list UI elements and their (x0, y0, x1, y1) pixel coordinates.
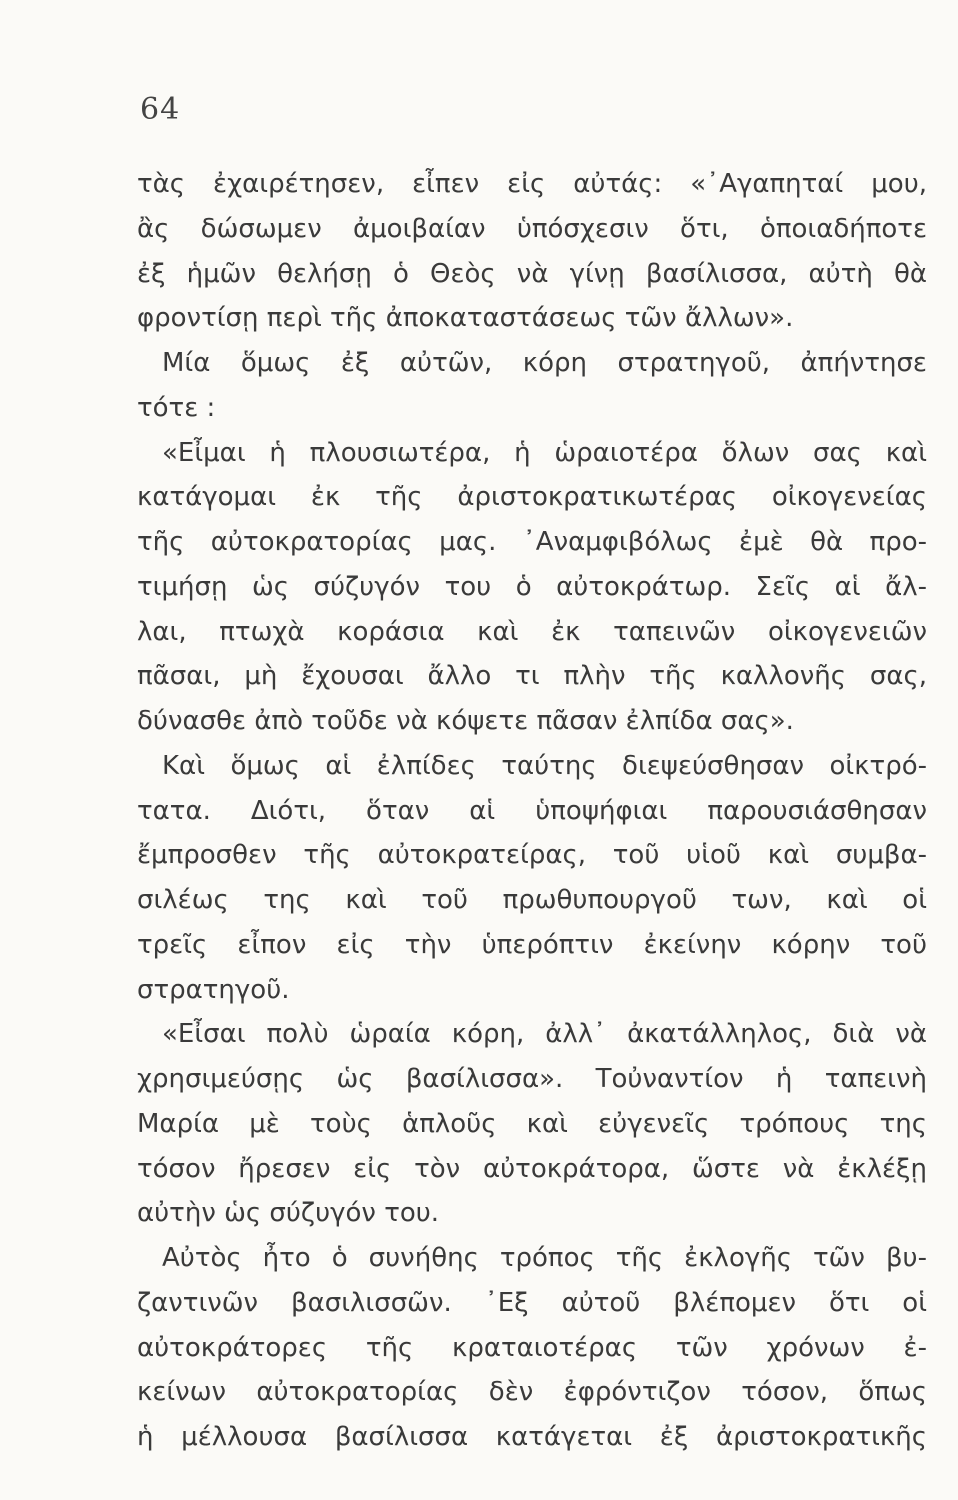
text-line: τιμήσῃ ὡς σύζυγόν του ὁ αὐτοκράτωρ. Σεῖς αἱ ἄλ- (137, 571, 927, 602)
text-line: λαι, πτωχὰ κοράσια καὶ ἐκ ταπεινῶν οἰκογενειῶν (137, 616, 927, 647)
text-line: ἡ μέλλουσα βασίλισσα κατάγεται ἐξ ἀριστοκρατικῆς (137, 1422, 927, 1452)
body-text (137, 162, 927, 1460)
text-line: κείνων αὐτοκρατορίας δὲν ἐφρόντιζον τόσον, ὅπως (137, 1377, 927, 1408)
text-line: χρησιμεύσῃς ὡς βασίλισσα». Τοὐναντίον ἡ ταπεινὴ (137, 1064, 927, 1094)
text-line: αὐτὴν ὡς σύζυγόν του. (137, 1198, 440, 1229)
text-line: δύνασθε ἀπὸ τοῦδε νὰ κόψετε πᾶσαν ἐλπίδα σας». (137, 706, 794, 736)
text-line: Μαρία μὲ τοὺς ἁπλοῦς καὶ εὐγενεῖς τρόπους της (137, 1108, 927, 1139)
text-line: ἂς δώσωμεν ἀμοιβαίαν ὑπόσχεσιν ὅτι, ὁποιαδήποτε (137, 213, 927, 244)
text-line: ζαντινῶν βασιλισσῶν. ᾿Εξ αὐτοῦ βλέπομεν ὅτι οἱ (137, 1287, 927, 1318)
text-line: τρεῖς εἶπον εἰς τὴν ὑπερόπτιν ἐκείνην κόρην τοῦ (137, 929, 927, 960)
page-number: 64 (140, 92, 181, 127)
text-line: τότε : (137, 392, 216, 423)
text-line: φροντίσῃ περὶ τῆς ἀποκαταστάσεως τῶν ἄλλων». (137, 303, 794, 334)
text-line: πᾶσαι, μὴ ἔχουσαι ἄλλο τι πλὴν τῆς καλλονῆς σας, (137, 661, 927, 692)
text-line: τόσον ἤρεσεν εἰς τὸν αὐτοκράτορα, ὥστε νὰ ἐκλέξῃ (137, 1153, 927, 1184)
text-line: «Εἶσαι πολὺ ὡραία κόρη, ἀλλ᾿ ἀκατάλληλος, διὰ νὰ (162, 1019, 927, 1050)
text-line: τατα. Διότι, ὅταν αἱ ὑποψήφιαι παρουσιάσθησαν (137, 795, 927, 826)
text-line: Αὐτὸς ἦτο ὁ συνήθης τρόπος τῆς ἐκλογῆς τῶν βυ- (162, 1243, 927, 1273)
text-line: Καὶ ὅμως αἱ ἐλπίδες ταύτης διεψεύσθησαν οἰκτρό- (162, 750, 927, 781)
text-line: ἔμπροσθεν τῆς αὐτοκρατείρας, τοῦ υἱοῦ καὶ συμβα- (137, 840, 927, 871)
text-line: Μία ὅμως ἐξ αὐτῶν, κόρη στρατηγοῦ, ἀπήντησε (162, 348, 927, 378)
text-line: κατάγομαι ἐκ τῆς ἀριστοκρατικωτέρας οἰκογενείας (137, 482, 927, 513)
text-line: στρατηγοῦ. (137, 974, 290, 1005)
text-line: «Εἶμαι ἡ πλουσιωτέρα, ἡ ὡραιοτέρα ὅλων σας καὶ (162, 437, 927, 468)
text-line: αὐτοκράτορες τῆς κραταιοτέρας τῶν χρόνων ἐ- (137, 1332, 927, 1363)
text-line: τὰς ἐχαιρέτησεν, εἶπεν εἰς αὐτάς: «᾿Αγαπηταί μου, (137, 169, 927, 199)
text-line: τῆς αὐτοκρατορίας μας. ᾿Αναμφιβόλως ἐμὲ θὰ προ- (137, 527, 927, 557)
text-line: ἐξ ἡμῶν θελήσῃ ὁ Θεὸς νὰ γίνῃ βασίλισσα, αὐτὴ θὰ (137, 258, 927, 289)
text-line: σιλέως της καὶ τοῦ πρωθυπουργοῦ των, καὶ οἱ (137, 885, 927, 915)
